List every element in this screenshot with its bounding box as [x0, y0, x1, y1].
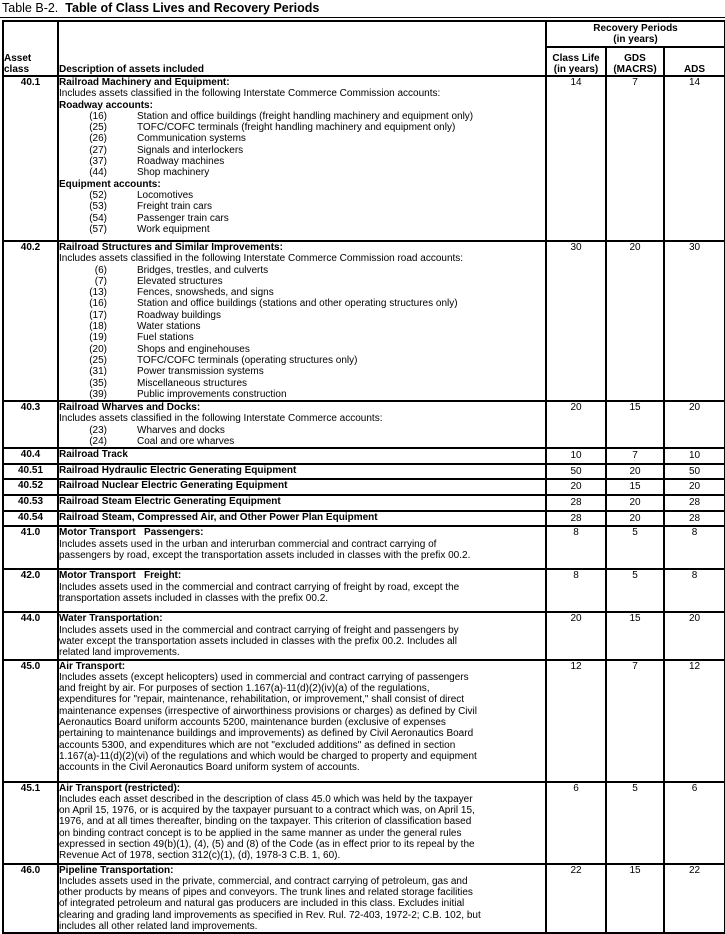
description-heading: Water Transportation: — [59, 613, 163, 625]
account-text: Public improvements construction — [137, 388, 287, 400]
col-header-class-life-line2: (in years) — [553, 64, 599, 75]
account-number: (7) — [94, 275, 107, 287]
account-number: (18) — [89, 321, 107, 333]
description-heading: Railroad Structures and Similar Improvements: — [59, 242, 283, 253]
description-cell — [58, 76, 546, 241]
description-text: Includes assets used in the urban and interurban commercial and contract carrying of — [59, 538, 437, 550]
account-text: Passenger train cars — [137, 212, 229, 224]
description-text: includes all other related land improvements. — [59, 921, 258, 933]
asset-class-cell: 40.2 — [3, 241, 58, 401]
table-row — [3, 241, 725, 401]
table-row — [3, 479, 725, 495]
account-number: (27) — [89, 144, 107, 156]
account-text: Fuel stations — [137, 332, 194, 344]
gds-cell: 20 — [606, 495, 664, 511]
description-heading: Railroad Hydraulic Electric Generating Equipment — [59, 465, 297, 477]
gds-cell: 15 — [606, 612, 664, 659]
account-number: (23) — [89, 424, 107, 436]
table-row — [3, 569, 725, 612]
account-line — [59, 436, 545, 447]
account-line — [59, 344, 545, 355]
description-heading: Railroad Wharves and Docks: — [59, 402, 201, 414]
asset-class-cell: 40.4 — [3, 448, 58, 464]
ads-cell: 20 — [664, 401, 725, 448]
ads-cell: 30 — [664, 241, 725, 401]
description-text: accounts in the Civil Aeronautics Board uniform system of accounts. — [59, 762, 360, 774]
ads-cell: 8 — [664, 526, 725, 569]
gds-cell: 15 — [606, 864, 664, 934]
col-header-description: Description of assets included — [58, 21, 546, 76]
col-header-recovery-line1: Recovery Periods — [593, 23, 678, 34]
account-number: (31) — [89, 366, 107, 378]
description-text: accounts 5300, and expenditures which are not "excluded additions" as defined in section — [59, 739, 456, 751]
account-line — [59, 332, 545, 343]
gds-cell: 7 — [606, 660, 664, 782]
class-life-cell: 22 — [546, 864, 606, 934]
table-title-text: Table of Class Lives and Recovery Periods — [65, 1, 320, 15]
description-text: 1976, and at all times thereafter, binding on the taxpayer. This criterion of classification based — [59, 816, 472, 828]
account-text: Water stations — [137, 321, 201, 333]
account-line — [59, 156, 545, 167]
account-text: Roadway machines — [137, 156, 225, 168]
table-row — [3, 612, 725, 659]
description-cell — [58, 660, 546, 782]
description-text: Includes assets used in the commercial and contract carrying of freight by road, except the — [59, 581, 460, 593]
description-text: Includes assets classified in the following Interstate Commerce Commission road accounts: — [59, 253, 464, 265]
description-text: Includes each asset described in the description of class 45.0 which was held by the taxpayer — [59, 793, 473, 805]
table-row — [3, 511, 725, 526]
table-row — [3, 448, 725, 464]
asset-class-cell: 40.3 — [3, 401, 58, 448]
col-header-class-life — [546, 47, 606, 76]
account-line — [59, 201, 545, 212]
account-text: Freight train cars — [137, 201, 213, 213]
account-text: Station and office buildings (freight handling machinery and equipment only) — [137, 110, 474, 122]
description-cell — [58, 526, 546, 569]
table-row — [3, 76, 725, 241]
asset-class-cell: 40.54 — [3, 511, 58, 526]
account-number: (44) — [89, 167, 107, 179]
col-header-recovery-periods — [546, 21, 725, 47]
table-row — [3, 782, 725, 864]
class-life-cell: 50 — [546, 464, 606, 479]
account-text: Miscellaneous structures — [137, 377, 248, 389]
account-line — [59, 167, 545, 178]
description-heading: Motor Transport Passengers: — [59, 527, 204, 539]
account-text: TOFC/COFC terminals (operating structures only) — [137, 354, 358, 366]
account-text: Elevated structures — [137, 275, 223, 287]
account-line — [59, 133, 545, 144]
account-line — [59, 287, 545, 298]
account-text: TOFC/COFC terminals (freight handling machinery and equipment only) — [137, 122, 456, 134]
account-number: (25) — [89, 354, 107, 366]
col-header-ads: ADS — [664, 47, 725, 76]
table-header — [3, 21, 725, 76]
description-cell — [58, 782, 546, 864]
gds-cell: 5 — [606, 569, 664, 612]
account-line — [59, 276, 545, 287]
description-cell — [58, 401, 546, 448]
description-text: of integrated petroleum and natural gas producers are included in this class. Excludes initial — [59, 898, 465, 910]
class-lives-table — [2, 20, 725, 934]
description-text: Revenue Act of 1978, section 312(c)(1), (d), 1978-3 C.B. 1, 60). — [59, 850, 341, 862]
account-line — [59, 122, 545, 133]
description-text: Includes assets classified in the following Interstate Commerce Commission accounts: — [59, 88, 441, 100]
asset-class-cell: 40.1 — [3, 76, 58, 241]
description-heading: Air Transport (restricted): — [59, 782, 181, 794]
account-text: Bridges, trestles, and culverts — [137, 264, 269, 276]
col-header-asset-class-line2: class — [4, 64, 30, 75]
description-text: transportation assets included in classes with the prefix 00.2. — [59, 592, 329, 604]
description-text: passengers by road, except the transportation assets included in classes with the prefix 00.2. — [59, 549, 471, 561]
account-number: (52) — [89, 189, 107, 201]
description-text: Includes assets used in the private, commercial, and contract carrying of petroleum, gas and — [59, 875, 468, 887]
account-text: Shop machinery — [137, 167, 210, 179]
account-number: (16) — [89, 110, 107, 122]
ads-cell: 6 — [664, 782, 725, 864]
account-text: Fences, snowsheds, and signs — [137, 287, 274, 299]
asset-class-cell: 46.0 — [3, 864, 58, 934]
class-life-cell: 12 — [546, 660, 606, 782]
account-line — [59, 298, 545, 309]
description-heading: Railroad Track — [59, 449, 128, 461]
asset-class-cell: 44.0 — [3, 612, 58, 659]
gds-cell: 20 — [606, 511, 664, 526]
col-header-asset-class — [3, 21, 58, 76]
asset-class-cell: 45.1 — [3, 782, 58, 864]
account-number: (54) — [89, 212, 107, 224]
col-header-class-life-line1: Class Life — [552, 53, 600, 64]
account-text: Coal and ore wharves — [137, 436, 235, 448]
description-cell — [58, 241, 546, 401]
col-header-gds-line1: GDS — [624, 53, 646, 64]
col-header-asset-class-line1: Asset — [4, 53, 32, 64]
class-life-cell: 8 — [546, 526, 606, 569]
description-text: maintenance expenses (irrespective of airworthiness provisions or charges) as defined by Civil — [59, 705, 477, 717]
description-text: expressed in section 49(b)(1), (4), (5) and (8) of the Code (as in effect prior to its repeal by the — [59, 839, 475, 851]
description-heading: Railroad Steam Electric Generating Equipment — [59, 496, 281, 508]
description-cell — [58, 612, 546, 659]
class-life-cell: 14 — [546, 76, 606, 241]
account-text: Power transmission systems — [137, 366, 264, 378]
col-header-gds — [606, 47, 664, 76]
account-number: (20) — [89, 343, 107, 355]
gds-cell: 7 — [606, 76, 664, 241]
class-life-cell: 10 — [546, 448, 606, 464]
description-text: pertaining to maintenance buildings and improvements) as defined by Civil Aeronautics Board — [59, 728, 474, 740]
col-header-recovery-line2: (in years) — [613, 34, 658, 45]
account-line — [59, 378, 545, 389]
account-line — [59, 111, 545, 122]
description-text: on April 15, 1976, or is acquired by the taxpayer pursuant to a contract which was, on April 15, — [59, 805, 475, 817]
description-cell — [58, 464, 546, 479]
ads-cell: 20 — [664, 479, 725, 495]
table-row — [3, 401, 725, 448]
account-number: (57) — [89, 223, 107, 235]
table-row — [3, 864, 725, 934]
description-text: on binding contract concept is to be applied in the same manner as under the general rules — [59, 827, 462, 839]
description-text: Includes assets used in the commercial and contract carrying of freight and passengers by — [59, 624, 459, 636]
description-cell — [58, 864, 546, 934]
gds-cell: 5 — [606, 782, 664, 864]
gds-cell: 15 — [606, 479, 664, 495]
description-text: Includes assets (except helicopters) used in commercial and contract carrying of passengers — [59, 671, 469, 683]
account-line — [59, 310, 545, 321]
description-cell — [58, 511, 546, 526]
class-life-cell: 20 — [546, 401, 606, 448]
account-number: (37) — [89, 156, 107, 168]
ads-cell: 10 — [664, 448, 725, 464]
account-text: Locomotives — [137, 189, 194, 201]
description-cell — [58, 448, 546, 464]
description-cell — [58, 569, 546, 612]
asset-class-cell: 40.51 — [3, 464, 58, 479]
account-number: (26) — [89, 133, 107, 145]
ads-cell: 22 — [664, 864, 725, 934]
description-cell — [58, 479, 546, 495]
description-text: 1.167(a)-11(d)(2)(vi) of the regulations and which would be charged to property and equipment — [59, 750, 477, 762]
gds-cell: 7 — [606, 448, 664, 464]
table-title-prefix: Table B-2. — [2, 1, 59, 15]
account-line — [59, 224, 545, 235]
account-text: Wharves and docks — [137, 424, 225, 436]
asset-class-cell: 40.53 — [3, 495, 58, 511]
class-life-cell: 28 — [546, 511, 606, 526]
description-heading: Railroad Machinery and Equipment: — [59, 77, 230, 88]
account-line — [59, 213, 545, 224]
ads-cell: 12 — [664, 660, 725, 782]
table-row — [3, 526, 725, 569]
gds-cell: 20 — [606, 464, 664, 479]
description-heading: Equipment accounts: — [59, 178, 161, 190]
description-heading: Air Transport: — [59, 660, 126, 672]
account-text: Communication systems — [137, 133, 246, 145]
account-line — [59, 366, 545, 377]
table-row — [3, 660, 725, 782]
account-number: (16) — [89, 298, 107, 310]
col-header-gds-line2: (MACRS) — [613, 64, 657, 75]
description-text: water except the transportation assets included in classes with the prefix 00.2. Includes all — [59, 635, 457, 647]
class-life-cell: 30 — [546, 241, 606, 401]
account-number: (19) — [89, 332, 107, 344]
ads-cell: 28 — [664, 495, 725, 511]
account-number: (39) — [89, 388, 107, 400]
description-text: Aeronautics Board uniform accounts 5200, maintenance burden (exclusive of expenses — [59, 717, 446, 729]
account-line — [59, 265, 545, 276]
account-line — [59, 355, 545, 366]
gds-cell: 15 — [606, 401, 664, 448]
class-life-cell: 6 — [546, 782, 606, 864]
account-number: (17) — [89, 309, 107, 321]
ads-cell: 50 — [664, 464, 725, 479]
asset-class-cell: 45.0 — [3, 660, 58, 782]
class-life-cell: 20 — [546, 479, 606, 495]
description-text: clearing and grading land improvements as specified in Rev. Rul. 72-403, 1972-2; C.B. 102, but — [59, 909, 481, 921]
class-life-cell: 20 — [546, 612, 606, 659]
ads-cell: 28 — [664, 511, 725, 526]
account-number: (6) — [94, 264, 107, 276]
description-heading: Railroad Steam, Compressed Air, and Other Power Plan Equipment — [59, 512, 378, 524]
account-text: Roadway buildings — [137, 309, 221, 321]
account-number: (25) — [89, 122, 107, 134]
description-heading: Roadway accounts: — [59, 99, 153, 111]
account-number: (35) — [89, 377, 107, 389]
account-text: Signals and interlockers — [137, 144, 244, 156]
account-line — [59, 389, 545, 400]
asset-class-cell: 42.0 — [3, 569, 58, 612]
gds-cell: 20 — [606, 241, 664, 401]
ads-cell: 14 — [664, 76, 725, 241]
gds-cell: 5 — [606, 526, 664, 569]
account-number: (24) — [89, 436, 107, 448]
account-number: (53) — [89, 201, 107, 213]
description-text: and freight by air. For purposes of section 1.167(a)-11(d)(2)(iv)(a) of the regulations, — [59, 683, 430, 695]
description-text: expenditures for "repair, maintenance, rehabilitation, or improvement," shall consist of direct — [59, 694, 465, 706]
description-heading: Railroad Nuclear Electric Generating Equipment — [59, 480, 288, 492]
description-text: Includes assets classified in the following Interstate Commerce accounts: — [59, 413, 383, 425]
table-body — [3, 76, 725, 933]
header-row-top — [3, 21, 725, 47]
description-heading: Motor Transport Freight: — [59, 570, 182, 582]
account-line — [59, 145, 545, 156]
description-cell — [58, 495, 546, 511]
class-life-cell: 28 — [546, 495, 606, 511]
account-number: (13) — [89, 287, 107, 299]
description-heading: Pipeline Transportation: — [59, 864, 174, 876]
account-text: Shops and enginehouses — [137, 343, 250, 355]
ads-cell: 8 — [664, 569, 725, 612]
description-text: other products by means of pipes and conveyors. The trunk lines and related storage facilities — [59, 887, 473, 899]
account-text: Station and office buildings (stations and other operating structures only) — [137, 298, 458, 310]
table-row — [3, 495, 725, 511]
ads-cell: 20 — [664, 612, 725, 659]
table-row — [3, 464, 725, 479]
table-title — [0, 0, 725, 18]
asset-class-cell: 40.52 — [3, 479, 58, 495]
account-line — [59, 190, 545, 201]
class-life-cell: 8 — [546, 569, 606, 612]
asset-class-cell: 41.0 — [3, 526, 58, 569]
account-line — [59, 425, 545, 436]
account-line — [59, 321, 545, 332]
description-text: related land improvements. — [59, 647, 180, 659]
account-text: Work equipment — [137, 223, 210, 235]
